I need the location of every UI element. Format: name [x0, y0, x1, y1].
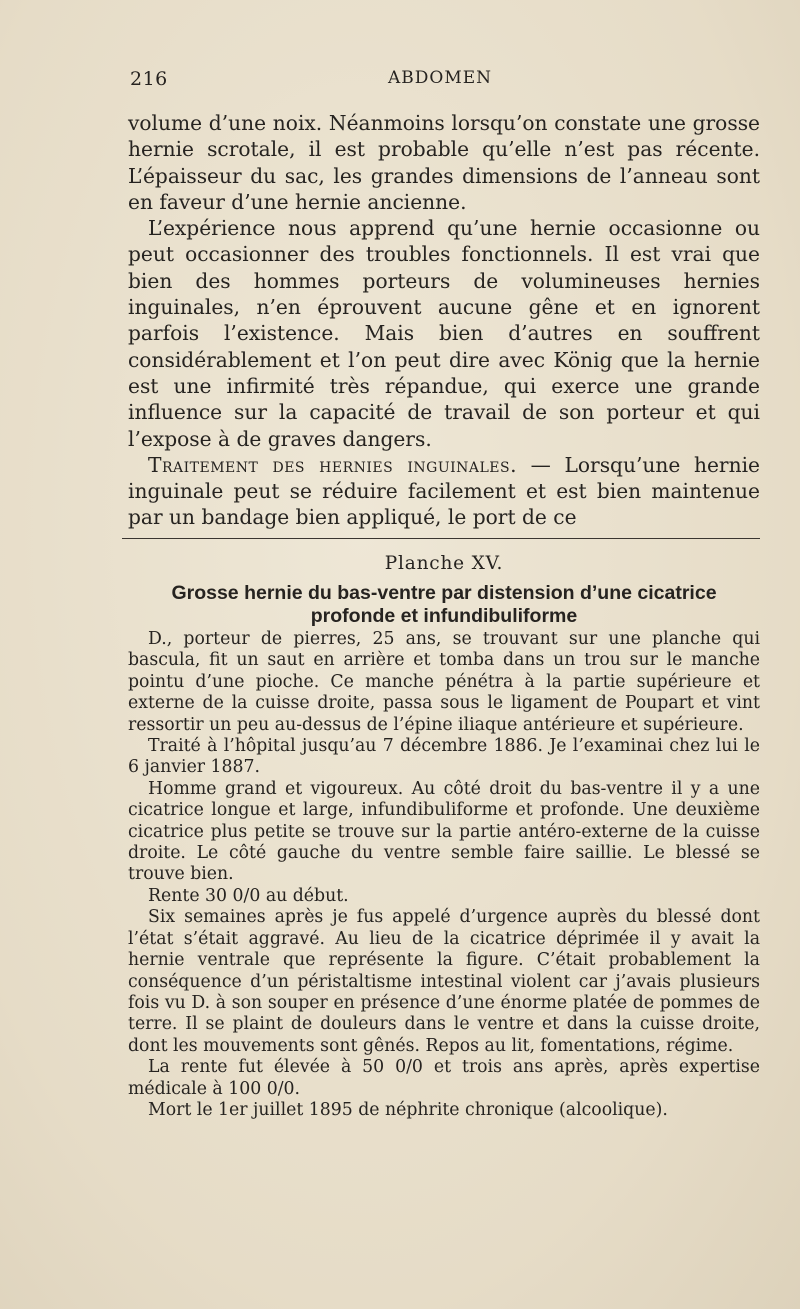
case-paragraph: Homme grand et vigoureux. Au côté droit du bas-ventre il y a une cicatrice longue et large, infundibuliforme et profonde. Une deuxième cicatrice plus petite se trouve sur la partie antéro-externe de la cuisse droite. Le côté gauche du ventre semble faire saillie. Le blessé se trouve bien.: [128, 778, 760, 885]
case-paragraph: Mort le 1er juillet 1895 de néphrite chronique (alcoolique).: [148, 1099, 668, 1120]
case-text: [128, 629, 760, 1121]
running-title: ABDOMEN: [387, 68, 493, 88]
case-paragraph: La rente fut élevée à 50 0/0 et trois ans après, après expertise médicale à 100 0/0.: [128, 1057, 760, 1099]
page-header: [120, 68, 760, 96]
paragraph-traitement: [128, 452, 760, 531]
section-text: — Lorsqu’une hernie inguinale peut se réduire facilement et est bien maintenue par un bandage bien appliqué, le port de ce: [128, 452, 760, 530]
plate-heading: Grosse hernie du bas-ventre par distension d’une cicatrice profonde et infundibuliforme: [171, 582, 717, 627]
paragraph-continuation: volume d’une noix. Néanmoins lorsqu’on constate une grosse hernie scrotale, il est probable qu’elle n’est pas récente. L’épaisseur du sac, les grandes dimensions de l’anneau sont en faveur d’une hernie ancienne.: [128, 111, 760, 214]
main-text: [128, 110, 760, 531]
plate-label: Planche XV.: [384, 553, 504, 574]
case-paragraph: Six semaines après je fus appelé d’urgence auprès du blessé dont l’état s’était aggravé. Au lieu de la cicatrice déprimée il y avait la hernie ventrale que représente la figure. C’était probablement la conséquence d’un péristaltisme intestinal violent car j’avais plusieurs fois vu D. à son souper en présence d’une énorme platée de pommes de terre. Il se plaint de douleurs dans le ventre et dans la cuisse droite, dont les mouvements sont gênés. Repos au lit, fomentations, régime.: [128, 907, 760, 1056]
page-number: 216: [130, 68, 168, 90]
separator-rule: [122, 538, 760, 539]
case-paragraph: Rente 30 0/0 au début.: [148, 885, 349, 906]
paragraph-troubles: L’expérience nous apprend qu’une hernie occasionne ou peut occasionner des troubles fonctionnels. Il est vrai que bien des hommes porteurs de volumineuses hernies inguinales, n’en éprouvent aucune gêne et en ignorent parfois l’existence. Mais bien d’autres en souffrent considérablement et l’on peut dire avec König que la hernie est une infirmité très répandue, qui exerce une grande influence sur la capacité de travail de son porteur et qui l’expose à de graves dangers.: [128, 216, 760, 451]
case-paragraph: Traité à l’hôpital jusqu’au 7 décembre 1886. Je l’examinai chez lui le 6 janvier 1887.: [128, 736, 760, 778]
section-heading: Traitement des hernies inguinales.: [148, 452, 518, 477]
case-paragraph: D., porteur de pierres, 25 ans, se trouvant sur une planche qui bascula, fit un saut en arrière et tomba dans un trou sur le manche pointu d’une pioche. Ce manche pénétra à la partie supérieure et externe de la cuisse droite, passa sous le ligament de Poupart et vint ressortir un peu au-dessus de l’épine iliaque antérieure et supérieure.: [128, 629, 760, 735]
